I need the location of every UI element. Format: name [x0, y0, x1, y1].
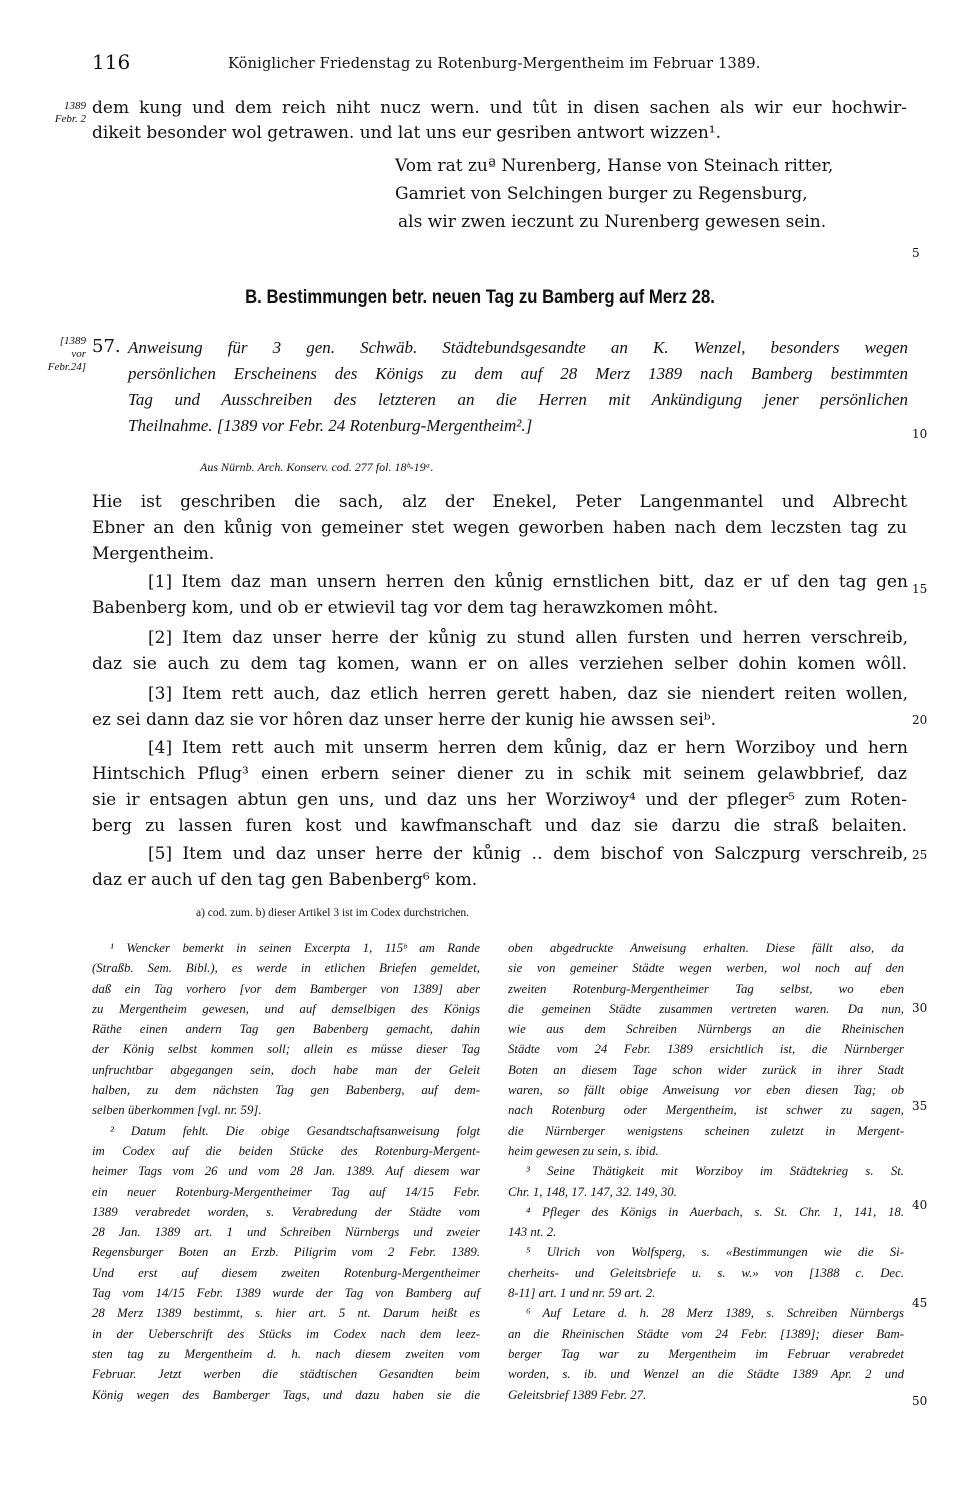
- footnote-line: ⁶ Auf Letare d. h. 28 Merz 1389, s. Schreiben Nürnbergs: [526, 1306, 904, 1321]
- footnote-line: heim gewesen zu sein, s. ibid.: [508, 1143, 659, 1158]
- footnote-line: ein neuer Rotenburg-Mergentheimer Tag auf 14/15 Febr.: [92, 1184, 480, 1199]
- line-number: 20: [912, 713, 928, 727]
- footnote-line: zweiten Rotenburg-Mergentheimer Tag selbst, wo eben: [508, 981, 904, 996]
- footnote-line: wie aus dem Schreiben Nürnbergs an die Rheinischen: [508, 1022, 904, 1037]
- footnote-line: König wegen des Bamberger Tags, und dazu haben sie die: [92, 1387, 480, 1402]
- footnote-line: 8-11] art. 1 und nr. 59 art. 2.: [508, 1286, 656, 1301]
- footnote-line: ⁵ Ulrich von Wolfsperg, s. «Bestimmungen wie die Si-: [526, 1245, 904, 1260]
- line-number: 35: [912, 1099, 928, 1113]
- line-number: 30: [912, 1001, 928, 1015]
- footnote-line: 1389 verabredet worden, s. Verabredung der Städte vom: [92, 1204, 480, 1219]
- body-line: [2] Item daz unser herre der kůnig zu stund allen fursten und herren verschreib,: [148, 628, 908, 648]
- footnote-line: (Straßb. Sem. Bibl.), es werde in etlichen Briefen gemeldet,: [92, 961, 480, 976]
- regest-line: persönlichen Erscheinens des Königs zu dem auf 28 Merz 1389 nach Bamberg bestimmten: [128, 364, 908, 383]
- regest-line: Anweisung für 3 gen. Schwäb. Städtebundsgesandte an K. Wenzel, besonders wegen: [128, 338, 908, 357]
- footnote-line: zu Mergentheim gewesen, und auf demselbigen des Königs: [92, 1001, 480, 1016]
- footnote-line: an die Rheinischen Städte vom 24 Febr. [1389]; dieser Bam-: [508, 1326, 904, 1341]
- footnote-line: berger Tag war zu Mergentheim im Februar verabredet: [508, 1346, 904, 1361]
- footnote-line: Geleitsbrief 1389 Febr. 27.: [508, 1387, 647, 1402]
- footnote-line: Tag vom 14/15 Febr. 1389 wurde der Tag von Bamberg auf: [92, 1286, 480, 1301]
- body-line: [5] Item und daz unser herre der kůnig ‥ dem bischof von Salczpurg verschreib,: [148, 844, 908, 864]
- margin-date-2: [1389 vor Febr.24]: [47, 335, 86, 373]
- line-number: 50: [912, 1394, 928, 1408]
- line-number: 25: [912, 848, 928, 862]
- body-line: [4] Item rett auch mit unserm herren dem kůnig, daz er hern Worziboy und hern: [148, 738, 908, 758]
- line-number: 40: [912, 1198, 928, 1212]
- footnote-line: oben abgedruckte Anweisung erhalten. Diese fällt also, da: [508, 941, 904, 955]
- body-line: Mergentheim.: [92, 544, 215, 564]
- footnote-line: die Nürnberger wenigstens scheinen zuletzt in Mergent-: [508, 1123, 904, 1138]
- footnotes-left: [92, 938, 480, 1405]
- footnote-line: sie von gemeiner Städte wegen werben, wol noch auf den: [508, 961, 904, 976]
- footnote-line: Februar. Jetzt werben die städtischen Gesandten beim: [92, 1367, 480, 1382]
- body-line: Babenberg kom, und ob er etwievil tag vor dem tag herawzkomen môht.: [92, 598, 719, 618]
- body-line: [1] Item daz man unsern herren den kůnig ernstlichen bitt, daz er uf den tag gen: [148, 572, 908, 592]
- signature-line: Vom rat zuª Nurenberg, Hanse von Steinach ritter,: [395, 156, 834, 176]
- footnote-line: halben, zu dem nächsten Tag gen Babenberg, auf dem-: [92, 1083, 480, 1098]
- footnote-line: selben überkommen [vgl. nr. 59].: [92, 1103, 262, 1118]
- footnote-line: nach Rotenburg oder Mergentheim, ist schwer zu sagen,: [508, 1103, 904, 1118]
- body-line: ez sei dann daz sie vor hôren daz unser herre der kunig hie awssen seiᵇ.: [92, 710, 716, 730]
- footnote-line: ¹ Wencker bemerkt in seinen Excerpta 1, 115ᵇ am Rande: [110, 941, 480, 955]
- footnote-line: im Codex auf die beiden Stücke des Rotenburg-Mergent-: [92, 1143, 480, 1158]
- apparatus-note: a) cod. zum. b) dieser Artikel 3 ist im Codex durchstrichen.: [196, 907, 470, 919]
- line-number: 5: [912, 246, 920, 260]
- body-line: [3] Item rett auch, daz etlich herren gerett haben, daz sie niendert reiten wollen,: [148, 684, 908, 704]
- footnote-line: waren, so fällt obige Anweisung vor eben diesen Tag; ob: [508, 1083, 904, 1098]
- regest-line: Tag und Ausschreiben des letzteren an die Herren mit Ankündigung jener persönlichen: [128, 390, 908, 409]
- running-title: Königlicher Friedenstag zu Rotenburg-Mergentheim im Februar 1389.: [228, 56, 761, 72]
- intro-line: dikeit besonder wol getrawen. und lat uns eur gesriben antwort wizzen¹.: [92, 123, 721, 143]
- page-number: 116: [92, 50, 131, 74]
- footnote-line: 28 Jan. 1389 art. 1 und Schreiben Nürnbergs und zweier: [92, 1225, 480, 1240]
- footnote-line: ² Datum fehlt. Die obige Gesandtschaftsanweisung folgt: [110, 1123, 480, 1138]
- footnote-line: der König selbst kommen soll; allein es müsse dieser Tag: [92, 1042, 480, 1057]
- source-note: Aus Nürnb. Arch. Konserv. cod. 277 fol. 18ᵇ-19ᵃ.: [200, 460, 434, 474]
- footnote-line: Boten an diesem Tage schon wider zurück in ihrer Stadt: [508, 1062, 904, 1077]
- regest-line: Theilnahme. [1389 vor Febr. 24 Rotenburg-Mergentheim².]: [128, 416, 533, 435]
- footnote-line: sten tag zu Mergentheim d. h. nach diesem zweiten vom: [92, 1346, 480, 1361]
- footnote-line: cherheits- und Geleitsbriefe u. s. w.» von [1388 c. Dec.: [508, 1265, 904, 1280]
- footnote-line: Räthe einen andern Tag gen Babenberg gemacht, dahin: [92, 1022, 480, 1037]
- footnote-line: Chr. 1, 148, 17. 147, 32. 149, 30.: [508, 1184, 677, 1199]
- footnote-line: in der Ueberschrift des Stücks im Codex nach dem leez-: [92, 1326, 480, 1341]
- footnote-line: Regensburger Boten an Erzb. Piligrim vom 2 Febr. 1389.: [92, 1245, 480, 1260]
- signature-line: Gamriet von Selchingen burger zu Regensburg,: [395, 184, 808, 204]
- margin-date-1: 1389 Febr. 2: [54, 100, 86, 125]
- footnote-line: heimer Tags vom 26 und vom 28 Jan. 1389. Auf diesem war: [92, 1164, 480, 1179]
- footnote-line: daß ein Tag vorhero [vor dem Bamberger von 1389] aber: [92, 981, 480, 996]
- body-line: sie ir entsagen abtun gen uns, und daz uns her Worziwoy⁴ und der pfleger⁵ zum Roten-: [92, 790, 907, 810]
- footnotes-right: [508, 938, 904, 1405]
- footnote-line: Städte vom 24 Febr. 1389 ersichtlich ist, die Nürnberger: [508, 1042, 904, 1057]
- body-line: daz er auch uf den tag gen Babenberg⁶ kom.: [92, 870, 478, 890]
- document-number: 57.: [92, 336, 121, 357]
- line-number: 15: [912, 582, 928, 596]
- signature-line: als wir zwen ieczunt zu Nurenberg gewesen sein.: [398, 212, 827, 232]
- footnote-line: ³ Seine Thätigkeit mit Worziboy im Städtekrieg s. St.: [526, 1164, 904, 1179]
- body-line: daz sie auch zu dem tag komen, wann er on alles verziehen selber dohin komen wôll.: [92, 654, 907, 674]
- footnote-line: ⁴ Pfleger des Königs in Auerbach, s. St. Chr. 1, 141, 18.: [526, 1204, 904, 1219]
- body-line: berg zu lassen furen kost und kawfmanschaft und daz sie darzu die straß belaiten.: [92, 816, 907, 836]
- line-number: 10: [912, 427, 928, 441]
- body-line: Hie ist geschriben die sach, alz der Enekel, Peter Langenmantel und Albrecht: [92, 492, 907, 512]
- footnote-line: Und erst auf diesem zweiten Rotenburg-Mergentheimer: [92, 1265, 480, 1280]
- section-title: B. Bestimmungen betr. neuen Tag zu Bamberg auf Merz 28.: [245, 287, 715, 308]
- footnote-line: 28 Merz 1389 bestimmt, s. hier art. 5 nt. Darum heißt es: [92, 1306, 480, 1321]
- footnote-line: unfruchtbar abgegangen sein, doch habe man der Geleit: [92, 1062, 480, 1077]
- body-line: Hintschich Pflug³ einen erbern seiner diener zu in schik mit seinem gelawbbrief, daz: [92, 764, 907, 784]
- line-number: 45: [912, 1296, 928, 1310]
- footnote-line: die gemeinen Städte zusammen vertreten waren. Da nun,: [508, 1001, 904, 1016]
- intro-line: dem kung und dem reich niht nucz wern. und tût in disen sachen als wir eur hochwir-: [92, 98, 907, 118]
- footnote-line: worden, s. ib. und Wenzel an die Städte 1389 Apr. 2 und: [508, 1367, 904, 1382]
- footnote-line: 143 nt. 2.: [508, 1225, 557, 1240]
- body-line: Ebner an den kůnig von gemeiner stet wegen geworben haben nach dem leczsten tag zu: [92, 518, 907, 538]
